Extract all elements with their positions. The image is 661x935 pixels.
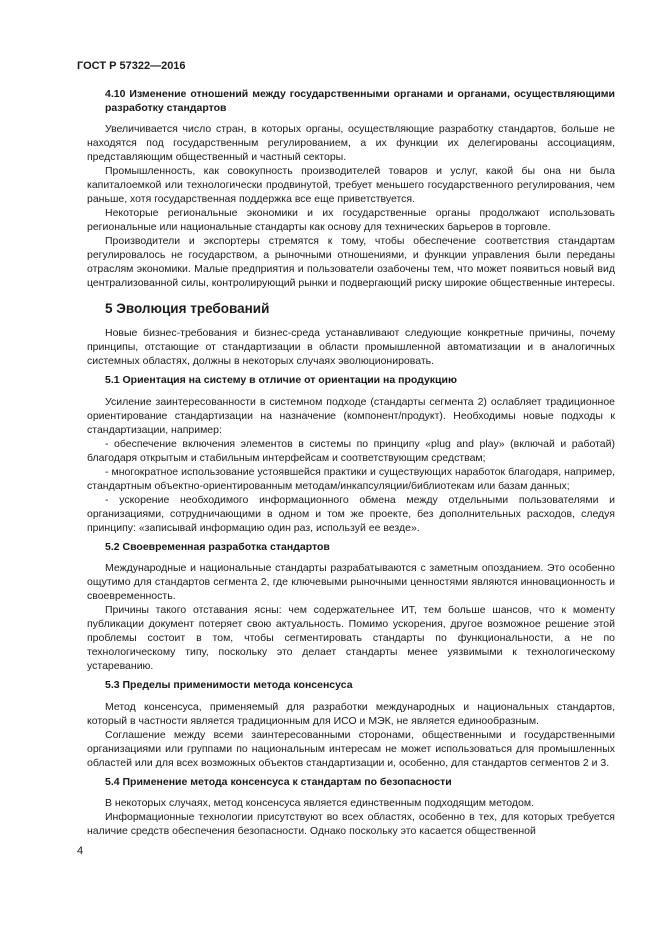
paragraph: В некоторых случаях, метод консенсуса является единственным подходящим методом. (105, 797, 534, 809)
paragraph: Новые бизнес-требования и бизнес-среда устанавливают следующие конкретные причины, почему принципы, отстающие от стандартизации в области промышленной автоматизации и в аналогичных системных областях, должны в некоторых случаях эволюционировать. (87, 327, 615, 367)
paragraph: Усиление заинтересованности в системном подходе (стандарты сегмента 2) ослабляет традиционное ориентирование стандартизации на назначение (компонент/продукт). Необходимы новые подходы к стандартизации, например: (87, 395, 615, 436)
section-5-heading: 5 Эволюция требований (105, 301, 270, 316)
paragraph: Промышленность, как совокупность производителей товаров и услуг, какой бы она ни была капиталоемкой или технологически продвинутой, требует меньшего государственного регулирования, чем раньше, хотя государственная поддержка все еще приветствуется. (87, 165, 615, 205)
paragraph: Некоторые региональные экономики и их государственные органы продолжают использовать региональные или национальные стандарты как основу для технических барьеров в торговле. (87, 207, 615, 233)
section-4-10-heading: 4.10 Изменение отношений между государственными органами и органами, осуществляющими разработку стандартов (105, 88, 615, 114)
document-header: ГОСТ Р 57322—2016 (77, 60, 186, 72)
paragraph: Информационные технологии присутствуют во всех областях, особенно в тех, для которых требуется наличие средств обеспечения безопасности. Однако поскольку это касается общественной (87, 811, 615, 837)
paragraph: Причины такого отставания ясны: чем содержательнее ИТ, тем больше шансов, что к моменту публикации документ потеряет свою актуальность. Помимо ускорения, другое возможное решение этой проблемы состоит в том, чтобы сегментировать стандарты по функциональности, а не по технологическому типу, поскольку это делает стандарты менее уязвимыми к технологическому устареванию. (87, 604, 615, 672)
section-5-1-heading: 5.1 Ориентация на систему в отличие от ориентации на продукцию (105, 374, 457, 386)
list-item: - многократное использование устоявшейся практики и существующих наработок благодаря, например, стандартным объектно-ориентированным методам/инкапсуляции/библиотекам или базам данных; (87, 465, 615, 492)
paragraph: Соглашение между всеми заинтересованными сторонами, общественными и государственными организациями или группами по национальным интересам не может использоваться для промышленных областей или для всех возможных объектов стандартизации и, особенно, для стандартов сегментов 2 и 3. (87, 728, 615, 769)
list-item: - ускорение необходимого информационного обмена между отдельными пользователями и организациями, сотрудничающими в одном и том же проекте, без дополнительных расходов, следуя принципу: «записывай информацию один раз, используй ее везде». (87, 493, 615, 534)
section-5-3-heading: 5.3 Пределы применимости метода консенсуса (105, 679, 353, 691)
paragraph: Метод консенсуса, применяемый для разработки международных и национальных стандартов, который в частности является традиционным для ИСО и МЭК, не является единообразным. (87, 700, 615, 727)
document-body (87, 88, 615, 838)
page-number: 4 (77, 845, 84, 857)
section-5-2-heading: 5.2 Своевременная разработка стандартов (105, 540, 330, 553)
paragraph: Международные и национальные стандарты разрабатываются с заметным опозданием. Это особенно ощутимо для стандартов сегмента 2, где ключевыми рыночными ценностями являются инновационность и своевременность. (87, 562, 615, 602)
list-item: - обеспечение включения элементов в системы по принципу «plug and play» (включай и работай) благодаря открытым и стабильным интерфейсам и соответствующим средствам; (87, 437, 615, 464)
section-5-4-heading: 5.4 Применение метода консенсуса к стандартам по безопасности (105, 775, 452, 788)
paragraph: Увеличивается число стран, в которых органы, осуществляющие разработку стандартов, больше не находятся под государственным регулированием, а их функции их делегированы ассоциациям, представляющим общественный и частный секторы. (87, 123, 615, 163)
paragraph: Производители и экспортеры стремятся к тому, чтобы обеспечение соответствия стандартам регулировалось не государством, а рыночными отношениями, и функции управления были переданы отраслям экономики. Малые предприятия и пользователи озабочены тем, что может появиться новый вид централизованной силы, контролирующий рынки и подвергающий риску широкие общественные интересы. (87, 235, 616, 289)
